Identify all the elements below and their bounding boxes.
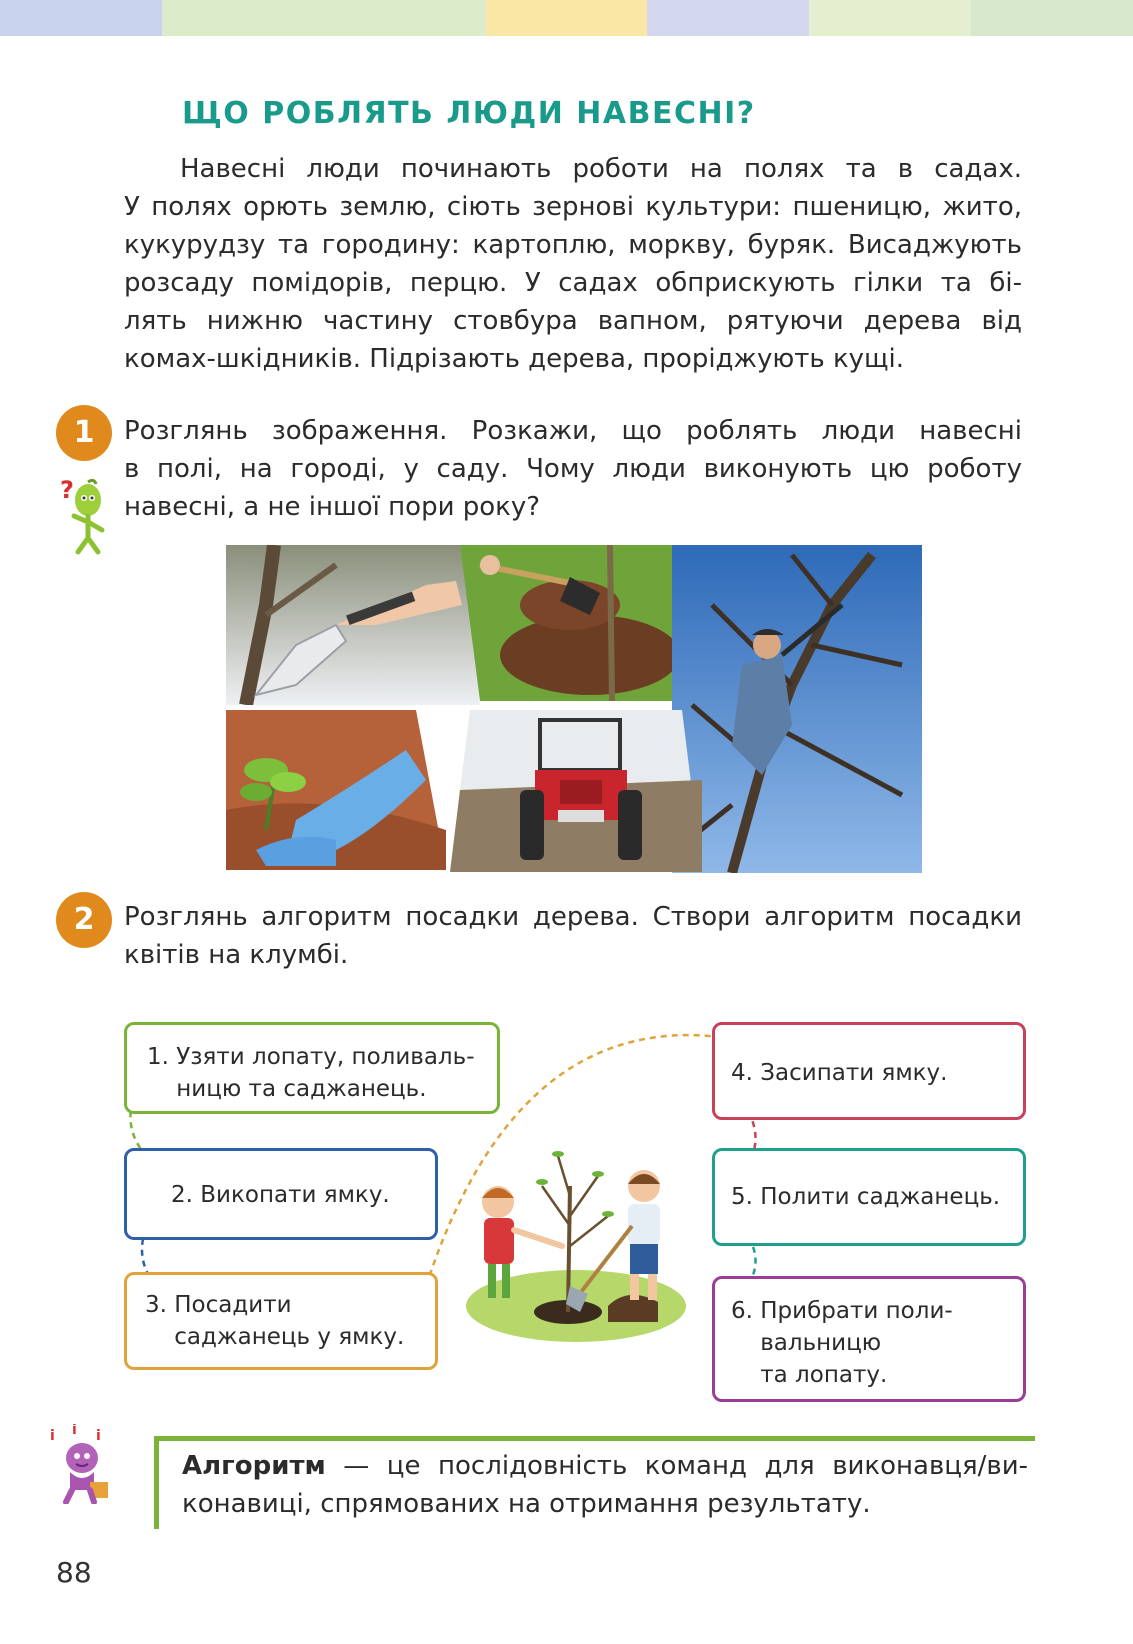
step-2-line: 2. Викопати ямку. xyxy=(171,1182,390,1208)
page-number: 88 xyxy=(56,1556,92,1589)
definition-line xyxy=(182,1447,1028,1485)
step-3-line: саджанець у ямку. xyxy=(145,1324,405,1350)
step-6-line: 6. Прибрати поли- xyxy=(731,1298,953,1324)
page-title: ЩО РОБЛЯТЬ ЛЮДИ НАВЕСНІ? xyxy=(182,96,756,131)
step-6-line: та лопату. xyxy=(731,1362,888,1388)
info-mascot-icon xyxy=(50,1424,114,1504)
task-1-line: навесні, а не іншої пори року? xyxy=(124,492,541,522)
svg-text:i: i xyxy=(96,1428,101,1444)
intro-line: У полях орють землю, сіють зернові культури: пшеницю, жито, xyxy=(124,192,1022,222)
definition-line: конавиці, спрямованих на отримання результату. xyxy=(182,1489,871,1519)
step-3-line: 3. Посадити xyxy=(145,1292,292,1318)
task-1-badge: 1 xyxy=(56,405,112,461)
svg-text:?: ? xyxy=(60,476,74,504)
step-4-line: 4. Засипати ямку. xyxy=(731,1060,948,1086)
intro-line: розсаду помідорів, перцю. У садах обприскують гілки та бі- xyxy=(124,268,1022,298)
intro-line: Навесні люди починають роботи на полях та в садах. xyxy=(180,154,1022,184)
step-5-line: 5. Полити саджанець. xyxy=(731,1184,1001,1210)
step-6-line: вальницю xyxy=(731,1330,882,1356)
step-5-box xyxy=(712,1148,1026,1246)
intro-line: лять нижню частину стовбура вапном, рятуючи дерева від xyxy=(124,306,1022,336)
task-2-badge: 2 xyxy=(56,892,112,948)
task-1-line: в полі, на городі, у саду. Чому люди виконують цю роботу xyxy=(124,454,1022,484)
children-planting-tree-illustration xyxy=(458,1126,694,1350)
step-3-box xyxy=(124,1272,438,1370)
step-1-line: 1. Узяти лопату, поливаль- xyxy=(147,1044,475,1070)
svg-text:i: i xyxy=(72,1424,77,1438)
step-1-box xyxy=(124,1022,500,1114)
definition-term: Алгоритм xyxy=(182,1451,326,1481)
step-4-box xyxy=(712,1022,1026,1120)
definition-text xyxy=(182,1447,1028,1523)
step-1-line: ницю та саджанець. xyxy=(147,1076,427,1102)
svg-text:i: i xyxy=(50,1428,55,1444)
step-6-box xyxy=(712,1276,1026,1402)
step-2-box xyxy=(124,1148,438,1240)
task-2-line: квітів на клумбі. xyxy=(124,940,349,970)
definition-rest: — це послідовність команд для виконавця/ви- xyxy=(325,1451,1028,1481)
intro-line: комах-шкідників. Підрізають дерева, проріджують кущі. xyxy=(124,344,905,374)
intro-line: кукурудзу та городину: картоплю, моркву, буряк. Висаджують xyxy=(124,230,1022,260)
task-1-line: Розглянь зображення. Розкажи, що роблять люди навесні xyxy=(124,416,1022,446)
task-2-line: Розглянь алгоритм посадки дерева. Створи алгоритм посадки xyxy=(124,902,1022,932)
